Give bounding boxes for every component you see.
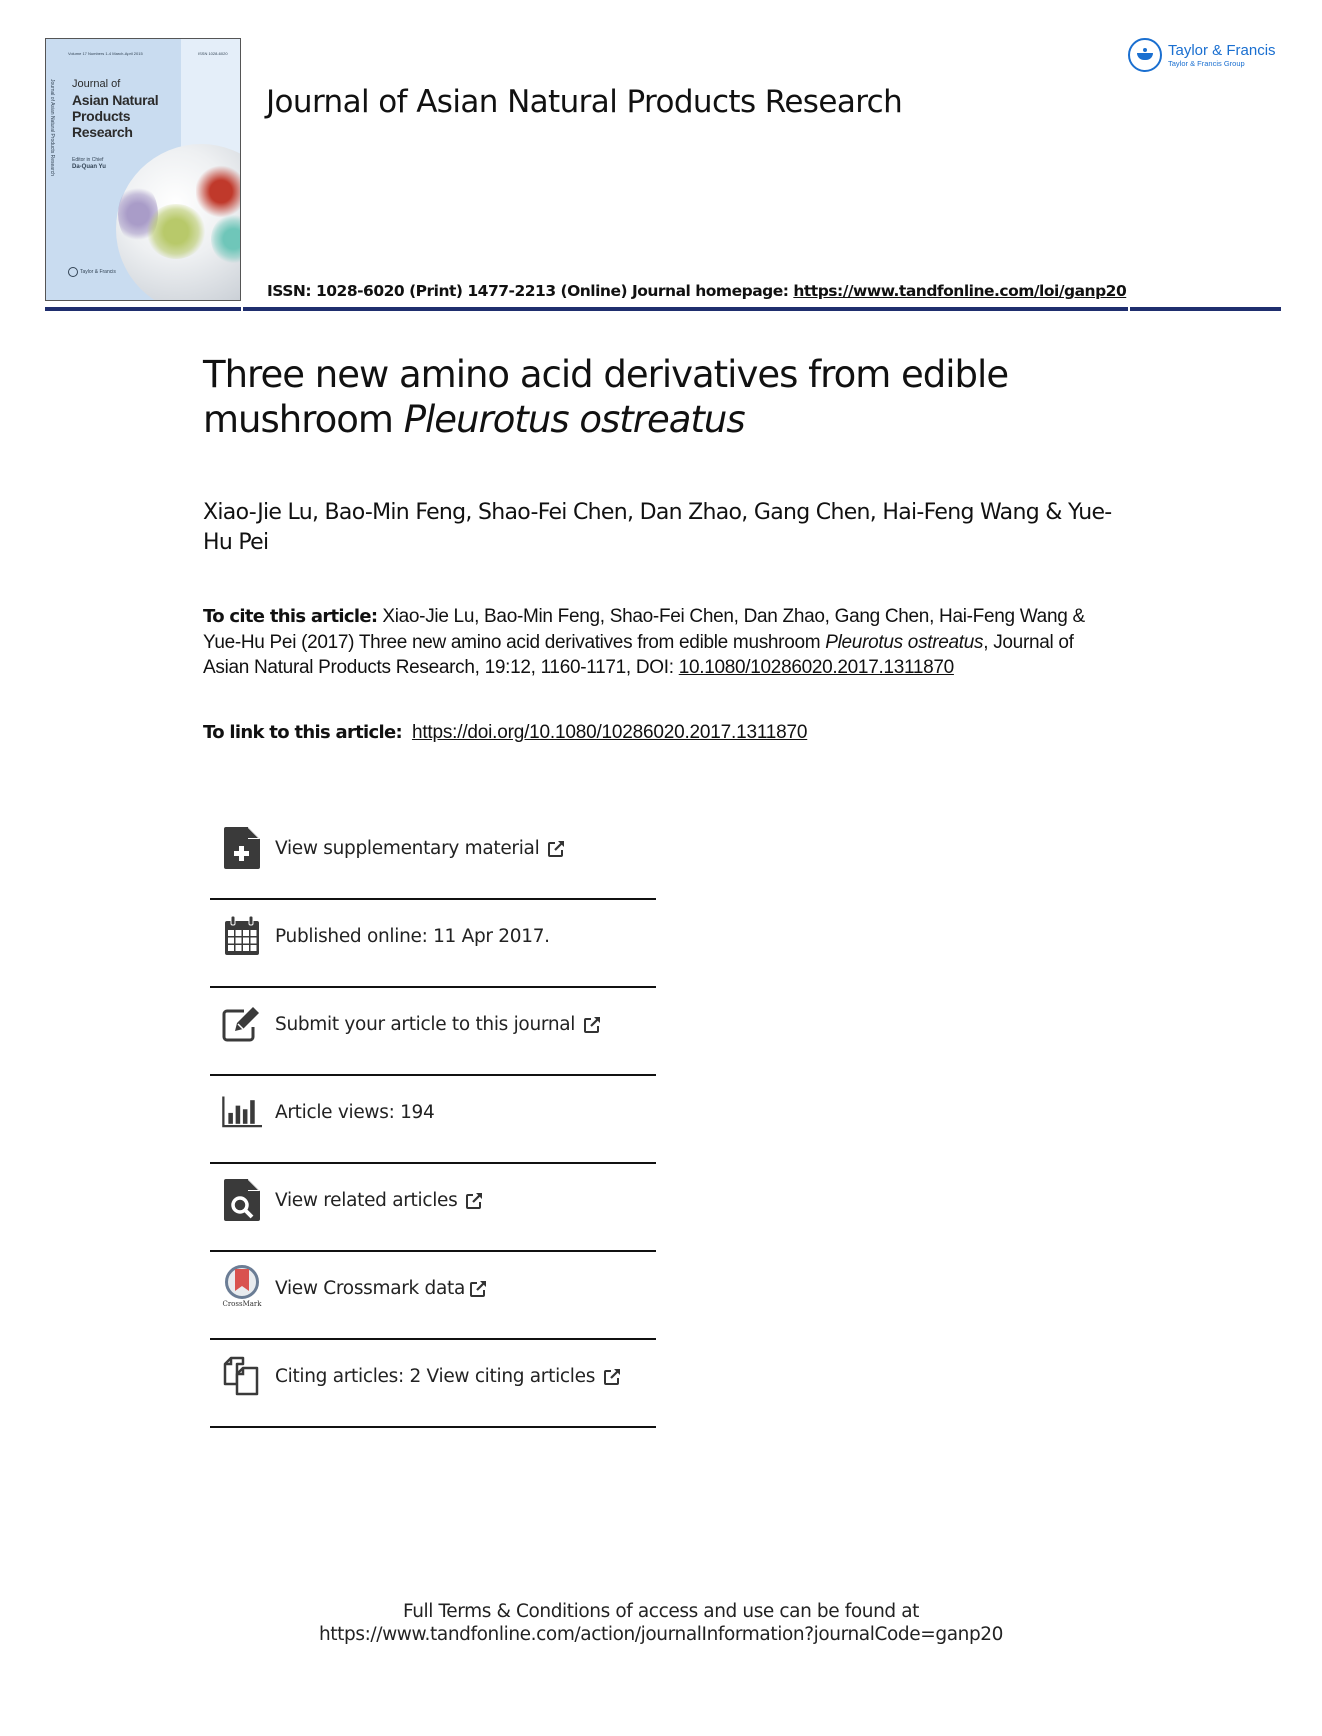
article-title-text: Three new amino acid derivatives from edible mushroom	[203, 353, 1009, 441]
publisher-group: Taylor & Francis Group	[1168, 58, 1245, 68]
citation-text: , Journal of Asian Natural Products Research, 19:12, 1160-1171, DOI:	[203, 631, 1074, 678]
cover-title	[72, 76, 158, 140]
info-item-label: View Crossmark data	[275, 1278, 466, 1299]
cover-title-line: Asian Natural	[72, 92, 159, 108]
edit-icon	[222, 1002, 262, 1046]
external-link-icon	[603, 1368, 621, 1386]
cover-editor	[72, 157, 106, 171]
header-rule	[45, 307, 1281, 311]
info-item-label: Submit your article to this journal	[275, 1014, 576, 1035]
info-item-citing-articles[interactable]	[210, 1340, 656, 1428]
cover-title-line: Products	[72, 108, 131, 124]
crossmark-caption: CrossMark	[222, 1299, 262, 1308]
journal-title: Journal of Asian Natural Products Research	[266, 84, 903, 120]
external-link-icon	[469, 1280, 487, 1298]
journal-cover-image	[45, 38, 241, 301]
info-item-supplementary[interactable]	[210, 812, 656, 900]
article-title	[203, 352, 1103, 442]
cover-title-line: Research	[72, 124, 133, 140]
info-item-label: View supplementary material	[275, 838, 540, 859]
cover-publisher-name: Taylor & Francis	[80, 269, 116, 275]
terms-url[interactable]: https://www.tandfonline.com/action/journalInformation?journalCode=ganp20	[318, 1624, 1004, 1645]
file-plus-icon	[222, 826, 262, 870]
terms-text: Full Terms & Conditions of access and use can be found at	[402, 1601, 920, 1622]
info-item-label: Citing articles: 2 View citing articles	[275, 1366, 596, 1387]
article-title-species: Pleurotus ostreatus	[403, 398, 745, 441]
external-link-icon	[465, 1192, 483, 1210]
info-item-article-views	[210, 1076, 656, 1164]
copy-documents-icon	[222, 1354, 262, 1398]
article-link-line	[203, 722, 807, 744]
cover-editor-label: Editor in Chief	[72, 157, 104, 163]
info-item-label: Article views: 194	[275, 1102, 435, 1123]
info-item-submit-article[interactable]	[210, 988, 656, 1076]
info-item-crossmark[interactable]	[210, 1252, 656, 1340]
citation-block	[203, 604, 1093, 681]
citation-text: Xiao-Jie Lu, Bao-Min Feng, Shao-Fei Chen, Dan Zhao, Gang Chen, Hai-Feng Wang & Yue-Hu Pei (2017) Three new amino acid derivatives from edible mushroom	[203, 606, 1085, 653]
info-item-related-articles[interactable]	[210, 1164, 656, 1252]
file-search-icon	[222, 1178, 262, 1222]
publisher-mark-icon	[68, 267, 78, 277]
info-item-label: View related articles	[275, 1190, 458, 1211]
citation-doi-link[interactable]: 10.1080/10286020.2017.1311870	[678, 657, 954, 678]
citation-label: To cite this article:	[203, 606, 378, 627]
molecule-graphic	[146, 204, 206, 259]
crossmark-icon	[222, 1264, 262, 1308]
cover-spine-text: Journal of Asian Natural Products Research	[49, 79, 55, 176]
external-link-icon	[583, 1016, 601, 1034]
article-doi-link[interactable]: https://doi.org/10.1080/10286020.2017.1311870	[411, 722, 808, 743]
cover-spine	[49, 79, 59, 294]
external-link-icon	[547, 840, 565, 858]
cover-issn: ISSN 1028-6020	[198, 51, 228, 56]
info-item-label: Published online: 11 Apr 2017.	[275, 926, 550, 947]
cover-publisher-logo	[68, 267, 116, 277]
article-link-label: To link to this article:	[203, 722, 402, 743]
info-item-published-online	[210, 900, 656, 988]
issn-text: ISSN: 1028-6020 (Print) 1477-2213 (Online) Journal homepage:	[267, 282, 794, 300]
molecule-graphic	[196, 164, 241, 219]
issn-line	[267, 282, 1126, 300]
citation-species: Pleurotus ostreatus	[825, 631, 984, 653]
molecule-graphic	[211, 214, 241, 264]
taylor-francis-lamp-icon	[1128, 38, 1162, 72]
article-info-list	[210, 812, 656, 1428]
bar-chart-icon	[222, 1090, 262, 1134]
cover-volume: Volume 17 Numbers 1-4 March-April 2015	[68, 51, 143, 56]
publisher-name: Taylor & Francis	[1168, 41, 1276, 59]
cover-editor-name: Da-Quan Yu	[72, 164, 106, 170]
journal-homepage-link[interactable]: https://www.tandfonline.com/loi/ganp20	[793, 282, 1127, 300]
cover-title-line: Journal of	[72, 78, 121, 90]
article-authors: Xiao-Jie Lu, Bao-Min Feng, Shao-Fei Chen, Dan Zhao, Gang Chen, Hai-Feng Wang & Yue-Hu Pei	[203, 500, 1112, 555]
publisher-logo	[1128, 38, 1276, 72]
calendar-icon	[222, 914, 262, 958]
terms-footer	[0, 1600, 1322, 1646]
